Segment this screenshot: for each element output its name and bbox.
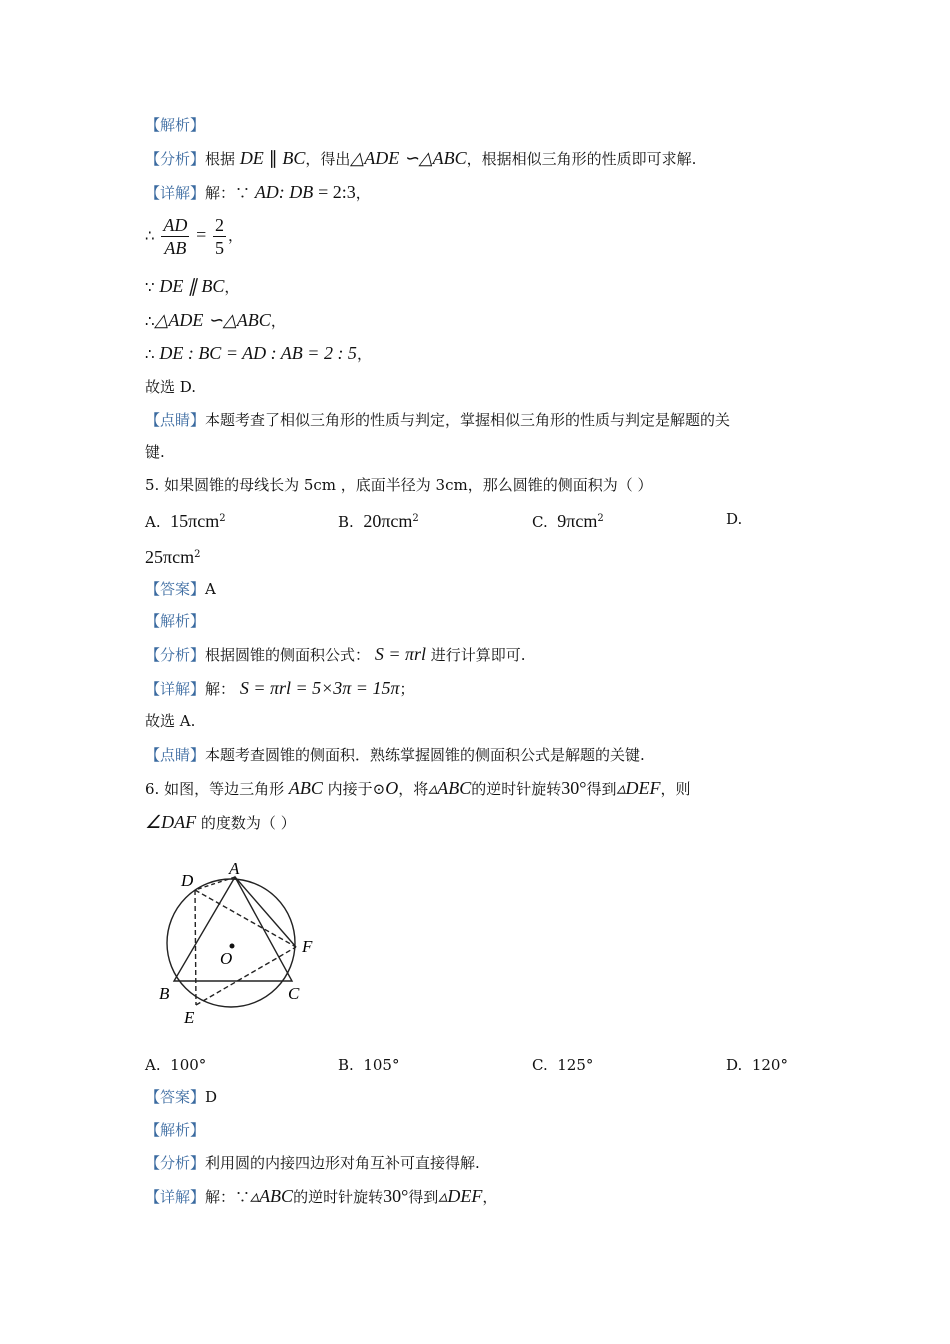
- q5-stem: 5. 如果圆锥的母线长为 5cm ，底面半径为 3cm，那么圆锥的侧面积为（ ）: [145, 476, 653, 494]
- q6-option-a[interactable]: A. 100°: [145, 1056, 207, 1074]
- q4-jiexi-tag: 【解析】: [145, 116, 206, 134]
- q4-parallel-line: ∵ DE ∥ BC，: [145, 276, 240, 296]
- segment-ef: [196, 947, 296, 1005]
- circle-o: [167, 879, 295, 1007]
- q5-option-d-value[interactable]: 25πcm$^2$: [145, 547, 201, 567]
- q5-option-b[interactable]: B. 20πcm$^2$: [338, 511, 419, 531]
- q5-option-d[interactable]: D.: [726, 510, 743, 528]
- q4-dianjing-cont: 键.: [145, 443, 165, 461]
- fraction-2-5: $\frac{2}{5}$: [215, 215, 225, 258]
- q5-xiangjie: 【详解】解： S = πrl = 5×3π = 15π；: [145, 678, 415, 698]
- q4-fraction-line: ∴ $\frac{AD}{AB}$ = $\frac{2}{5}$ ，: [145, 215, 244, 258]
- q5-option-a[interactable]: A. 15πcm$^2$: [145, 511, 226, 531]
- q5-answer-line: 故选 A.: [145, 712, 196, 730]
- q4-answer-line: 故选 D.: [145, 378, 197, 396]
- q6-fenxi: 【分析】利用圆的内接四边形对角互补可直接得解.: [145, 1154, 480, 1172]
- q6-option-b[interactable]: B. 105°: [338, 1056, 400, 1074]
- center-point: [230, 944, 235, 949]
- q6-option-d[interactable]: D. 120°: [726, 1056, 788, 1074]
- q4-xiangjie: 【详解】解：∵ AD: DB = 2:3，: [145, 182, 371, 202]
- label-d: D: [181, 871, 194, 890]
- fraction-ad-ab: $\frac{AD}{AB}$: [163, 215, 188, 258]
- q6-jiexi-tag: 【解析】: [145, 1121, 206, 1139]
- label-f: F: [302, 937, 313, 956]
- q6-option-c[interactable]: C. 125°: [532, 1056, 594, 1074]
- label-a: A: [229, 859, 240, 878]
- q5-jiexi-tag: 【解析】: [145, 612, 206, 630]
- label-e: E: [184, 1008, 195, 1027]
- q5-answer: 【答案】A: [145, 580, 216, 598]
- q6-answer: 【答案】D: [145, 1088, 218, 1106]
- q4-fenxi: 【分析】根据 DE ∥ BC，得出△ADE ∽△ABC，根据相似三角形的性质即可求解.: [145, 148, 697, 168]
- q4-ratio-line: ∴ DE : BC = AD : AB = 2 : 5，: [145, 343, 372, 363]
- q5-dianjing: 【点睛】本题考查圆锥的侧面积．熟练掌握圆锥的侧面积公式是解题的关键.: [145, 746, 645, 764]
- q5-option-c[interactable]: C. 9πcm$^2$: [532, 511, 604, 531]
- q6-stem-line1: 6. 如图，等边三角形 ABC 内接于⊙O，将▵ABC的逆时针旋转30°得到▵DEF，则: [145, 778, 691, 798]
- segment-de: [195, 890, 196, 1005]
- q4-similar-line: ∴△ADE ∽△ABC，: [145, 310, 286, 330]
- label-o: O: [220, 949, 233, 968]
- q5-fenxi: 【分析】根据圆锥的侧面积公式： S = πrl 进行计算即可.: [145, 644, 526, 664]
- q6-geometry-figure: [150, 855, 330, 1030]
- label-c: C: [288, 984, 300, 1003]
- q6-stem-line2: ∠DAF 的度数为（ ）: [145, 812, 296, 832]
- q4-dianjing: 【点睛】本题考查了相似三角形的性质与判定，掌握相似三角形的性质与判定是解题的关: [145, 411, 731, 429]
- q6-xiangjie: 【详解】解：∵▵ABC的逆时针旋转30°得到▵DEF，: [145, 1186, 498, 1206]
- label-b: B: [159, 984, 170, 1003]
